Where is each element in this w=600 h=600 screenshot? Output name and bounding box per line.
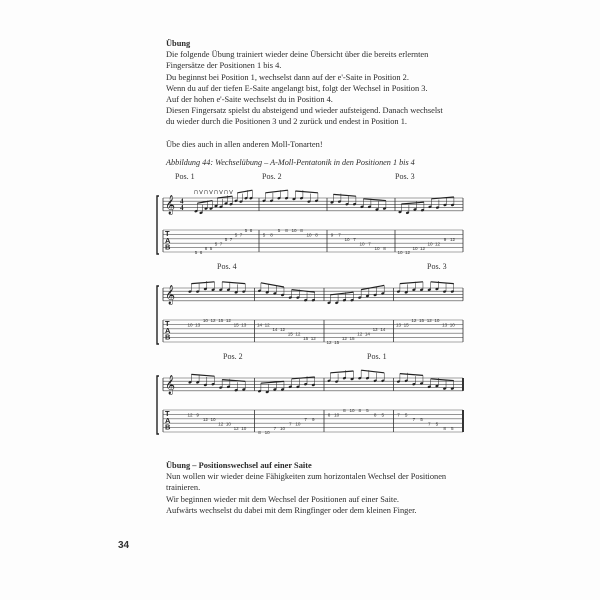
svg-text:9: 9 (196, 412, 199, 418)
svg-text:12: 12 (202, 417, 208, 422)
svg-text:8: 8 (327, 412, 331, 418)
paragraph-line: Nun wollen wir wieder deine Fähigkeiten zum horizontalen Wechsel der Positionen (166, 472, 447, 482)
svg-text:V: V (219, 190, 223, 196)
svg-text:12: 12 (280, 327, 286, 332)
svg-text:15: 15 (403, 322, 409, 328)
paragraph-line: Diesen Fingersatz spielst du absteigend und wieder aufsteigend. Danach wechselst (166, 106, 443, 116)
svg-text:7: 7 (219, 241, 223, 247)
exercise-position-change (166, 460, 466, 516)
svg-text:5: 5 (381, 412, 385, 418)
svg-text:8: 8 (373, 412, 377, 418)
svg-text:7: 7 (304, 417, 307, 422)
svg-text:13: 13 (195, 322, 201, 328)
svg-text:8: 8 (315, 232, 318, 238)
svg-text:12: 12 (295, 331, 301, 337)
svg-text:8: 8 (249, 228, 253, 234)
svg-text:12: 12 (218, 421, 224, 427)
svg-text:13: 13 (241, 322, 247, 328)
position-label: Pos. 2 (223, 352, 243, 361)
paragraph-line: Fingersätze der Positionen 1 bis 4. (166, 61, 282, 71)
svg-text:15: 15 (349, 335, 355, 341)
svg-text:8: 8 (270, 232, 273, 238)
svg-text:7: 7 (239, 232, 243, 238)
svg-text:10: 10 (344, 237, 350, 242)
svg-text:14: 14 (380, 327, 386, 332)
svg-text:10: 10 (349, 408, 355, 414)
svg-text:12: 12 (404, 250, 411, 256)
svg-text:9: 9 (312, 417, 315, 422)
svg-text:5: 5 (420, 417, 423, 422)
svg-text:10: 10 (225, 421, 231, 427)
svg-text:A: A (165, 325, 171, 335)
svg-text:10: 10 (210, 417, 216, 422)
svg-text:10: 10 (412, 245, 418, 251)
svg-text:12: 12 (264, 322, 270, 328)
svg-text:7: 7 (368, 241, 371, 247)
svg-text:𝄞: 𝄞 (165, 285, 176, 305)
exercise-intro (166, 38, 466, 150)
paragraph-line: trainieren. (166, 483, 201, 493)
svg-text:12: 12 (372, 327, 378, 332)
svg-text:9: 9 (330, 232, 334, 238)
svg-text:7: 7 (338, 232, 341, 238)
svg-text:15: 15 (233, 322, 239, 328)
svg-text:10: 10 (291, 228, 297, 234)
paragraph-line: Die folgende Übung trainiert wieder deine Übersicht über die bereits erlernten (166, 50, 429, 60)
svg-text:5: 5 (404, 412, 408, 418)
svg-text:9: 9 (443, 237, 447, 242)
svg-text:T: T (165, 229, 170, 238)
staff-svg (155, 186, 469, 266)
svg-text:12: 12 (210, 318, 216, 324)
svg-text:12: 12 (187, 412, 193, 418)
position-label: Pos. 1 (367, 352, 387, 361)
svg-text:5: 5 (244, 228, 248, 234)
svg-text:12: 12 (357, 331, 363, 337)
svg-text:10: 10 (306, 232, 312, 238)
svg-text:10: 10 (241, 425, 247, 431)
svg-text:13: 13 (395, 322, 402, 328)
svg-text:14: 14 (272, 327, 278, 332)
svg-text:5: 5 (277, 228, 281, 234)
svg-text:10: 10 (434, 318, 440, 324)
svg-text:10: 10 (334, 412, 340, 418)
svg-text:T: T (165, 319, 170, 328)
svg-text:V: V (199, 190, 203, 196)
svg-text:𝄞: 𝄞 (165, 195, 176, 215)
svg-text:12: 12 (419, 245, 426, 251)
svg-text:5: 5 (366, 408, 369, 414)
svg-text:𝄞: 𝄞 (165, 375, 176, 395)
svg-text:8: 8 (300, 228, 303, 234)
position-label: Pos. 3 (395, 172, 415, 181)
svg-text:12: 12 (233, 425, 239, 431)
svg-text:12: 12 (411, 318, 417, 324)
svg-text:15: 15 (334, 340, 340, 346)
svg-text:14: 14 (256, 322, 263, 328)
svg-text:10: 10 (397, 250, 403, 256)
svg-text:12: 12 (449, 237, 456, 242)
position-label: Pos. 1 (175, 172, 195, 181)
svg-text:5: 5 (224, 237, 228, 242)
svg-text:8: 8 (443, 425, 446, 431)
svg-text:7: 7 (353, 237, 356, 242)
svg-text:8: 8 (204, 245, 208, 251)
svg-text:12: 12 (434, 241, 441, 247)
svg-text:5: 5 (194, 250, 198, 256)
svg-text:4: 4 (180, 204, 184, 212)
svg-text:14: 14 (364, 331, 370, 337)
notation-system-2 (155, 262, 467, 354)
svg-text:15: 15 (303, 335, 309, 341)
svg-text:12: 12 (341, 335, 347, 341)
svg-text:A: A (165, 415, 171, 425)
svg-text:7: 7 (412, 417, 416, 422)
svg-text:6: 6 (199, 250, 203, 256)
svg-text:5: 5 (209, 245, 213, 251)
svg-text:B: B (165, 422, 171, 432)
svg-text:10: 10 (264, 430, 270, 436)
svg-text:B: B (165, 242, 171, 252)
svg-text:12: 12 (426, 318, 432, 324)
svg-text:V: V (229, 190, 233, 196)
svg-text:7: 7 (397, 412, 400, 418)
svg-text:V: V (209, 190, 213, 196)
exercise-heading: Übung (166, 39, 191, 48)
svg-text:7: 7 (229, 237, 233, 242)
paragraph-line: Aufwärts wechselst du dabei mit dem Ringfinger oder dem kleinen Finger. (166, 505, 417, 515)
svg-text:10: 10 (280, 425, 286, 431)
svg-text:8: 8 (383, 245, 386, 251)
svg-text:10: 10 (187, 322, 193, 328)
svg-text:15: 15 (419, 318, 425, 324)
figure-caption: Abbildung 44: Wechselübung – A-Moll-Pentatonik in den Positionen 1 bis 4 (166, 158, 415, 167)
svg-text:7: 7 (273, 425, 277, 431)
svg-text:5: 5 (214, 241, 218, 247)
position-label: Pos. 3 (427, 262, 447, 271)
position-label: Pos. 4 (217, 262, 237, 271)
svg-text:10: 10 (449, 322, 455, 328)
svg-text:8: 8 (258, 430, 261, 436)
paragraph-line: Wenn du auf der tiefen E-Saite angelangt bist, folgt der Wechsel in Position 3. (166, 83, 428, 93)
svg-text:5: 5 (435, 421, 439, 427)
svg-text:13: 13 (442, 322, 448, 328)
svg-text:8: 8 (285, 228, 288, 234)
svg-text:⊓: ⊓ (193, 190, 199, 196)
svg-text:5: 5 (451, 425, 454, 431)
svg-text:⊓: ⊓ (213, 190, 219, 196)
svg-text:A: A (165, 235, 171, 245)
svg-text:15: 15 (287, 331, 293, 337)
svg-text:5: 5 (262, 232, 266, 238)
svg-text:10: 10 (359, 241, 365, 247)
staff-svg (155, 366, 469, 446)
svg-text:4: 4 (180, 197, 184, 206)
paragraph-line: Du beginnst bei Position 1, wechselst dann auf der e'-Saite in Position 2. (166, 72, 409, 82)
svg-text:12: 12 (310, 335, 316, 341)
svg-text:12: 12 (225, 318, 231, 324)
notation-system-1 (155, 172, 467, 264)
svg-text:5: 5 (234, 232, 238, 238)
notation-system-3 (155, 352, 467, 444)
staff-svg (155, 276, 469, 356)
paragraph-line: Wir beginnen wieder mit dem Wechsel der Positionen auf einer Saite. (166, 494, 400, 504)
paragraph-line: Auf der hohen e'-Saite wechselst du in Position 4. (166, 95, 333, 105)
svg-text:15: 15 (218, 318, 224, 324)
position-label: Pos. 2 (262, 172, 282, 181)
svg-text:7: 7 (427, 421, 431, 427)
svg-text:8: 8 (358, 408, 362, 414)
svg-text:B: B (165, 332, 171, 342)
exercise-heading: Übung – Positionswechsel auf einer Saite (166, 461, 312, 470)
practice-note: Übe dies auch in allen anderen Moll-Tonarten! (166, 139, 323, 149)
svg-text:7: 7 (288, 421, 292, 427)
svg-text:⊓: ⊓ (203, 190, 209, 196)
svg-text:10: 10 (202, 318, 208, 324)
svg-text:10: 10 (295, 421, 301, 427)
page-number: 34 (118, 540, 130, 551)
svg-text:T: T (165, 409, 170, 418)
paragraph-line: du wieder durch die Positionen 3 und 2 zurück und endest in Position 1. (166, 117, 407, 127)
svg-text:10: 10 (427, 241, 433, 247)
svg-text:8: 8 (343, 408, 346, 414)
svg-text:⊓: ⊓ (223, 190, 229, 196)
svg-text:12: 12 (326, 340, 332, 346)
svg-text:10: 10 (374, 245, 380, 251)
